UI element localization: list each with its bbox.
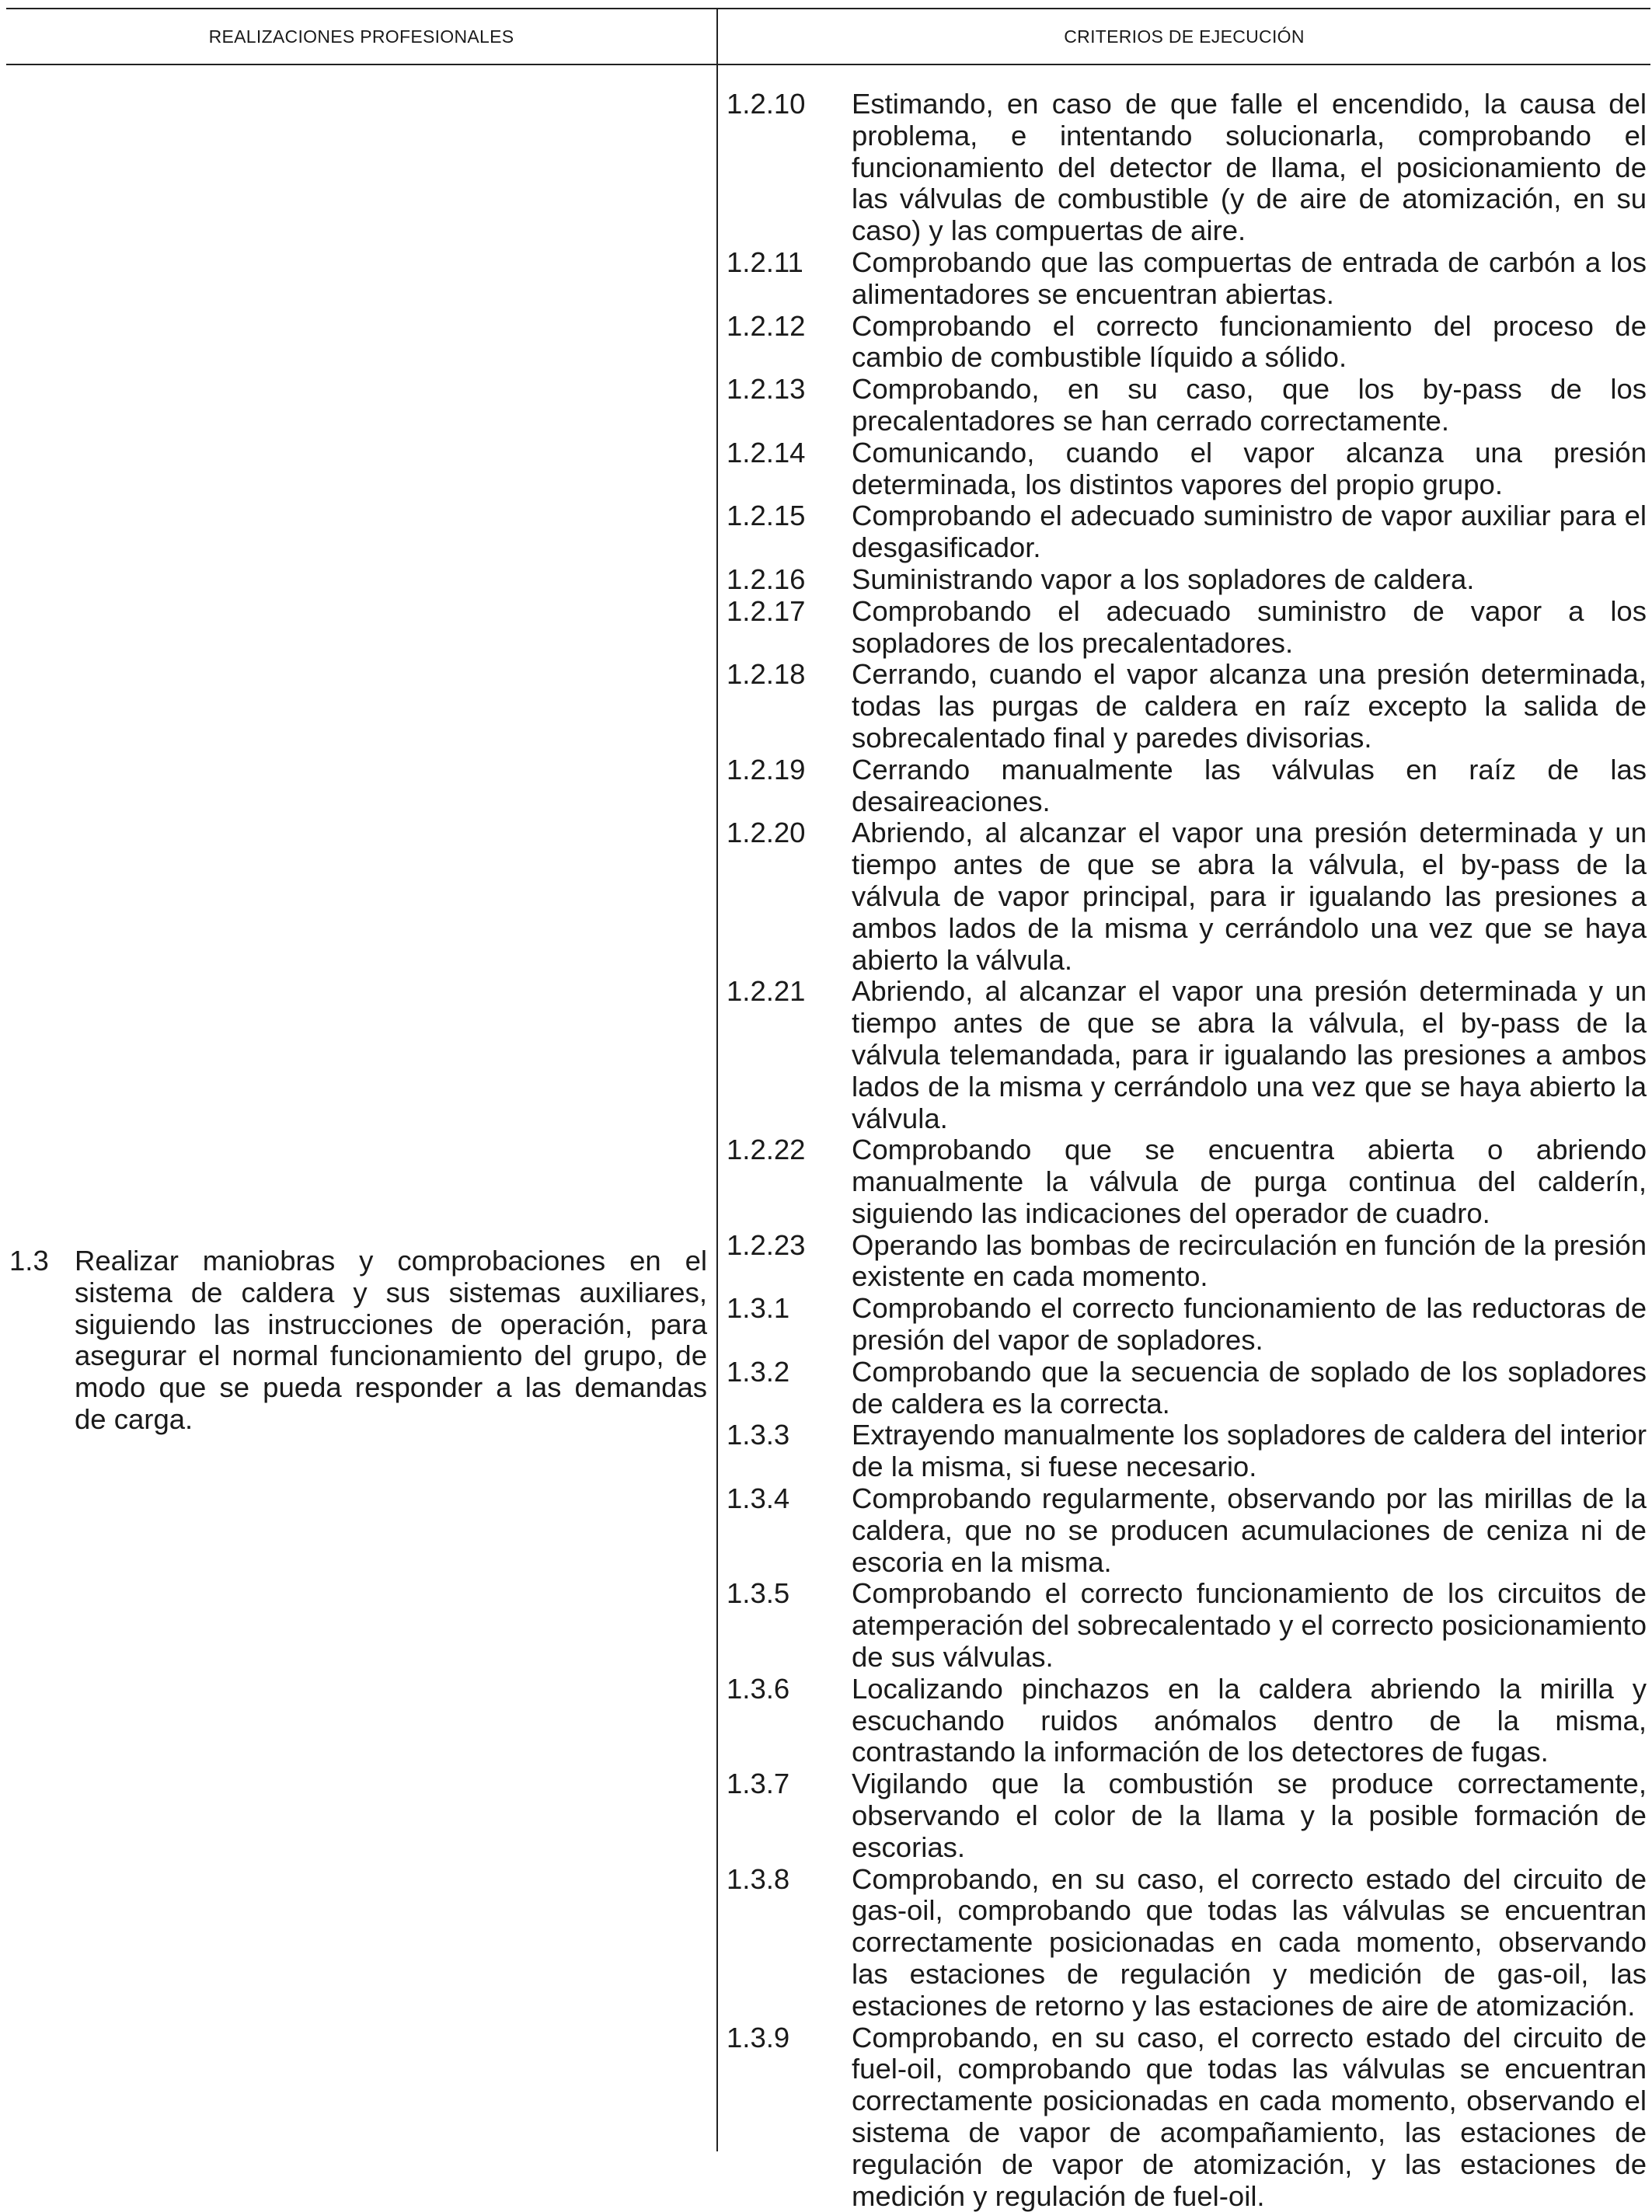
criterio-number: 1.2.10 <box>727 88 806 120</box>
criterio-text: Comprobando el correcto funcionamiento de los circuitos de atemperación del sobrecalentado y el correcto posicionamiento de sus válvulas. <box>852 1577 1647 1674</box>
criterio-text: Comprobando el correcto funcionamiento de las reductoras de presión del vapor de sopladores. <box>852 1292 1647 1357</box>
criterio-text: Comprobando que las compuertas de entrada de carbón a los alimentadores se encuentran abiertas. <box>852 246 1647 310</box>
criterio-item <box>727 1864 1647 2022</box>
criterio-text: Comprobando, en su caso, que los by-pass de los precalentadores se han cerrado correctamente. <box>852 373 1647 437</box>
criterio-item <box>727 1578 1647 1673</box>
criterio-text: Operando las bombas de recirculación en función de la presión existente en cada momento. <box>852 1228 1647 1293</box>
table-header-rule <box>6 64 1650 65</box>
criterio-text: Localizando pinchazos en la caldera abriendo la mirilla y escuchando ruidos anómalos dentro de la misma, contrastando la información de los detectores de fugas. <box>852 1672 1647 1768</box>
criterio-number: 1.2.13 <box>727 373 806 406</box>
criterio-text: Cerrando manualmente las válvulas en raíz de las desaireaciones. <box>852 753 1647 817</box>
realizacion-text: Realizar maniobras y comprobaciones en el sistema de caldera y sus sistemas auxiliares, siguiendo las instrucciones de operación, para asegurar el normal funcionamiento del grupo, de modo que se pueda responder a las demandas de carga. <box>75 1245 707 1435</box>
criterio-text: Vigilando que la combustión se produce correctamente, observando el color de la llama y la posible formación de escorias. <box>852 1768 1647 1863</box>
criterio-text: Estimando, en caso de que falle el encendido, la causa del problema, e intentando solucionarla, comprobando el funcionamiento del detector de llama, el posicionamiento de las válvulas de combustible (y de aire de atomización, en su caso) y las compuertas de aire. <box>852 88 1647 247</box>
criterio-number: 1.2.16 <box>727 563 806 595</box>
criterio-text: Comprobando que la secuencia de soplado de los sopladores de caldera es la correcta. <box>852 1355 1647 1420</box>
criterio-number: 1.3.3 <box>727 1419 790 1451</box>
criterio-item <box>727 1420 1647 1483</box>
criterio-number: 1.2.11 <box>727 246 803 278</box>
criterio-item <box>727 247 1647 311</box>
criterio-item <box>727 1483 1647 1578</box>
criterio-number: 1.2.15 <box>727 500 806 532</box>
criterio-text: Comunicando, cuando el vapor alcanza una presión determinada, los distintos vapores del propio grupo. <box>852 436 1647 500</box>
table-top-rule <box>6 8 1650 9</box>
criterio-text: Comprobando regularmente, observando por las mirillas de la caldera, que no se producen acumulaciones de ceniza ni de escoria en la misma. <box>852 1482 1647 1578</box>
criterio-item <box>727 437 1647 501</box>
criterio-number: 1.2.12 <box>727 309 806 342</box>
column-header-criterios: CRITERIOS DE EJECUCIÓN <box>1064 26 1305 47</box>
criterio-text: Comprobando el adecuado suministro de vapor auxiliar para el desgasificador. <box>852 500 1647 564</box>
criterio-number: 1.2.17 <box>727 594 806 627</box>
criterio-item <box>727 817 1647 976</box>
realizacion-number: 1.3 <box>9 1245 49 1277</box>
criterio-number: 1.3.2 <box>727 1355 790 1388</box>
criterio-item <box>727 659 1647 754</box>
criterio-item <box>727 564 1647 596</box>
criterio-number: 1.2.21 <box>727 975 806 1008</box>
criterio-item <box>727 311 1647 374</box>
criterio-text: Comprobando el correcto funcionamiento del proceso de cambio de combustible líquido a sólido. <box>852 309 1647 374</box>
criterio-text: Cerrando, cuando el vapor alcanza una presión determinada, todas las purgas de caldera en raíz excepto la salida de sobrecalentado final y paredes divisorias. <box>852 658 1647 754</box>
criterio-item <box>727 374 1647 437</box>
criterio-number: 1.3.8 <box>727 1862 790 1895</box>
realizacion-item <box>9 1245 707 1436</box>
criterio-number: 1.2.18 <box>727 658 806 691</box>
criterio-text: Suministrando vapor a los sopladores de caldera. <box>852 563 1475 595</box>
criterio-item <box>727 754 1647 818</box>
criterio-item <box>727 1230 1647 1294</box>
criterio-number: 1.3.7 <box>727 1768 790 1800</box>
criterio-number: 1.2.23 <box>727 1228 806 1261</box>
criterio-number: 1.3.1 <box>727 1292 790 1325</box>
criterio-text: Extrayendo manualmente los sopladores de caldera del interior de la misma, si fuese necesario. <box>852 1419 1647 1483</box>
criterio-item <box>727 976 1647 1134</box>
criterio-number: 1.2.19 <box>727 753 806 786</box>
criterio-number: 1.3.9 <box>727 2021 790 2054</box>
column-divider <box>716 8 718 2151</box>
criterio-text: Comprobando el adecuado suministro de vapor a los sopladores de los precalentadores. <box>852 594 1647 659</box>
criterio-number: 1.3.4 <box>727 1482 790 1515</box>
criterio-number: 1.2.20 <box>727 817 806 849</box>
criterio-item <box>727 500 1647 564</box>
criterio-number: 1.3.6 <box>727 1672 790 1705</box>
criterio-number: 1.2.14 <box>727 436 806 469</box>
criterio-number: 1.3.5 <box>727 1577 790 1610</box>
criterios-list <box>727 89 1647 2212</box>
criterio-text: Comprobando que se encuentra abierta o abriendo manualmente la válvula de purga continua del calderín, siguiendo las indicaciones del operador de cuadro. <box>852 1134 1647 1229</box>
criterio-item <box>727 1357 1647 1420</box>
column-header-realizaciones: REALIZACIONES PROFESIONALES <box>208 26 514 47</box>
criterio-number: 1.2.22 <box>727 1134 806 1166</box>
criterio-item <box>727 1674 1647 1768</box>
criterio-item <box>727 1768 1647 1863</box>
criterio-item <box>727 1293 1647 1357</box>
criterio-text: Abriendo, al alcanzar el vapor una presión determinada y un tiempo antes de que se abra la válvula, el by-pass de la válvula telemandada, para ir igualando las presiones a ambos lados de la misma y cerrándolo una vez que se haya abierto la válvula. <box>852 975 1647 1134</box>
criterio-item <box>727 596 1647 660</box>
criterio-item <box>727 2022 1647 2212</box>
criterio-text: Abriendo, al alcanzar el vapor una presión determinada y un tiempo antes de que se abra la válvula, el by-pass de la válvula de vapor principal, para ir igualando las presiones a ambos lados de la misma y cerrándolo una vez que se haya abierto la válvula. <box>852 817 1647 976</box>
criterio-item <box>727 1134 1647 1229</box>
criterio-text: Comprobando, en su caso, el correcto estado del circuito de fuel-oil, comprobando que todas las válvulas se encuentran correctamente posicionadas en cada momento, observando el sistema de vapor de acompañamiento, las estaciones de regulación de vapor de atomización, y las estaciones de medición y regulación de fuel-oil. <box>852 2021 1647 2212</box>
criterio-text: Comprobando, en su caso, el correcto estado del circuito de gas-oil, comprobando que todas las válvulas se encuentran correctamente posicionadas en cada momento, observando las estaciones de regulación y medición de gas-oil, las estaciones de retorno y las estaciones de aire de atomización. <box>852 1862 1647 2022</box>
criterio-item <box>727 89 1647 247</box>
